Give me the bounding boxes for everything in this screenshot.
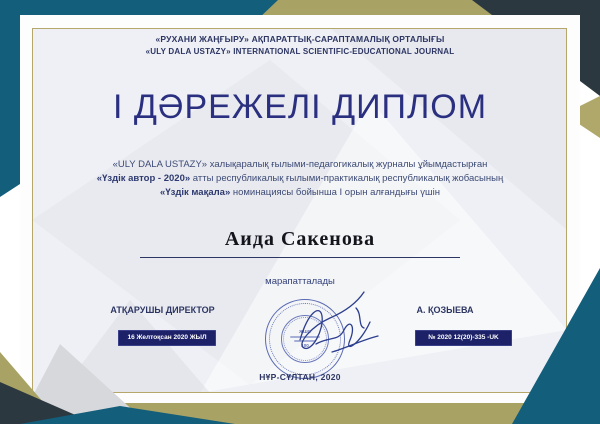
organization-line-1: «РУХАНИ ЖАҢҒЫРУ» АҚПАРАТТЫҚ-САРАПТАМАЛЫҚ ОРТАЛЫҒЫ — [155, 34, 445, 44]
city-year-footer: НҰР-СҰЛТАН, 2020 — [259, 372, 341, 382]
body-line-1: «ULY DALA USTAZY» халықаралық ғылыми-педагогикалық журналы ұйымдастырған — [112, 159, 488, 170]
recipient-name: Аида Сакенова — [224, 228, 376, 250]
award-word: марапатталады — [265, 276, 335, 287]
stamp-top-text: ЖШС — [299, 329, 311, 334]
handwritten-signature — [286, 282, 386, 367]
organization-line-2: «ULY DALA USTAZY» INTERNATIONAL SCIENTIFIC-EDUCATIONAL JOURNAL — [145, 47, 455, 56]
diploma-title: І ДӘРЕЖЕЛІ ДИПЛОМ — [112, 88, 488, 126]
diploma-body — [0, 158, 600, 200]
stamp-bottom-text: 100 — [301, 343, 309, 348]
body-line-3-rest: номинациясы бойынша І орын алғандығы үшін — [230, 187, 440, 198]
executive-director-label: АТҚАРУШЫ ДИРЕКТОР — [110, 305, 215, 315]
name-underline — [140, 257, 460, 258]
number-badge: № 2020 12(20)-335 -UK — [415, 330, 512, 346]
body-line-2-rest: атты республикалық ғылыми-практикалық республикалық жобасының — [190, 173, 504, 184]
body-line-2-bold: «Үздік автор - 2020» — [96, 173, 191, 184]
body-line-3-bold: «Үздік мақала» — [160, 187, 231, 198]
date-badge: 16 Желтоқсан 2020 ЖЫЛ — [118, 330, 216, 346]
signatory-name-label: А. ҚОЗЫЕВА — [416, 305, 474, 315]
